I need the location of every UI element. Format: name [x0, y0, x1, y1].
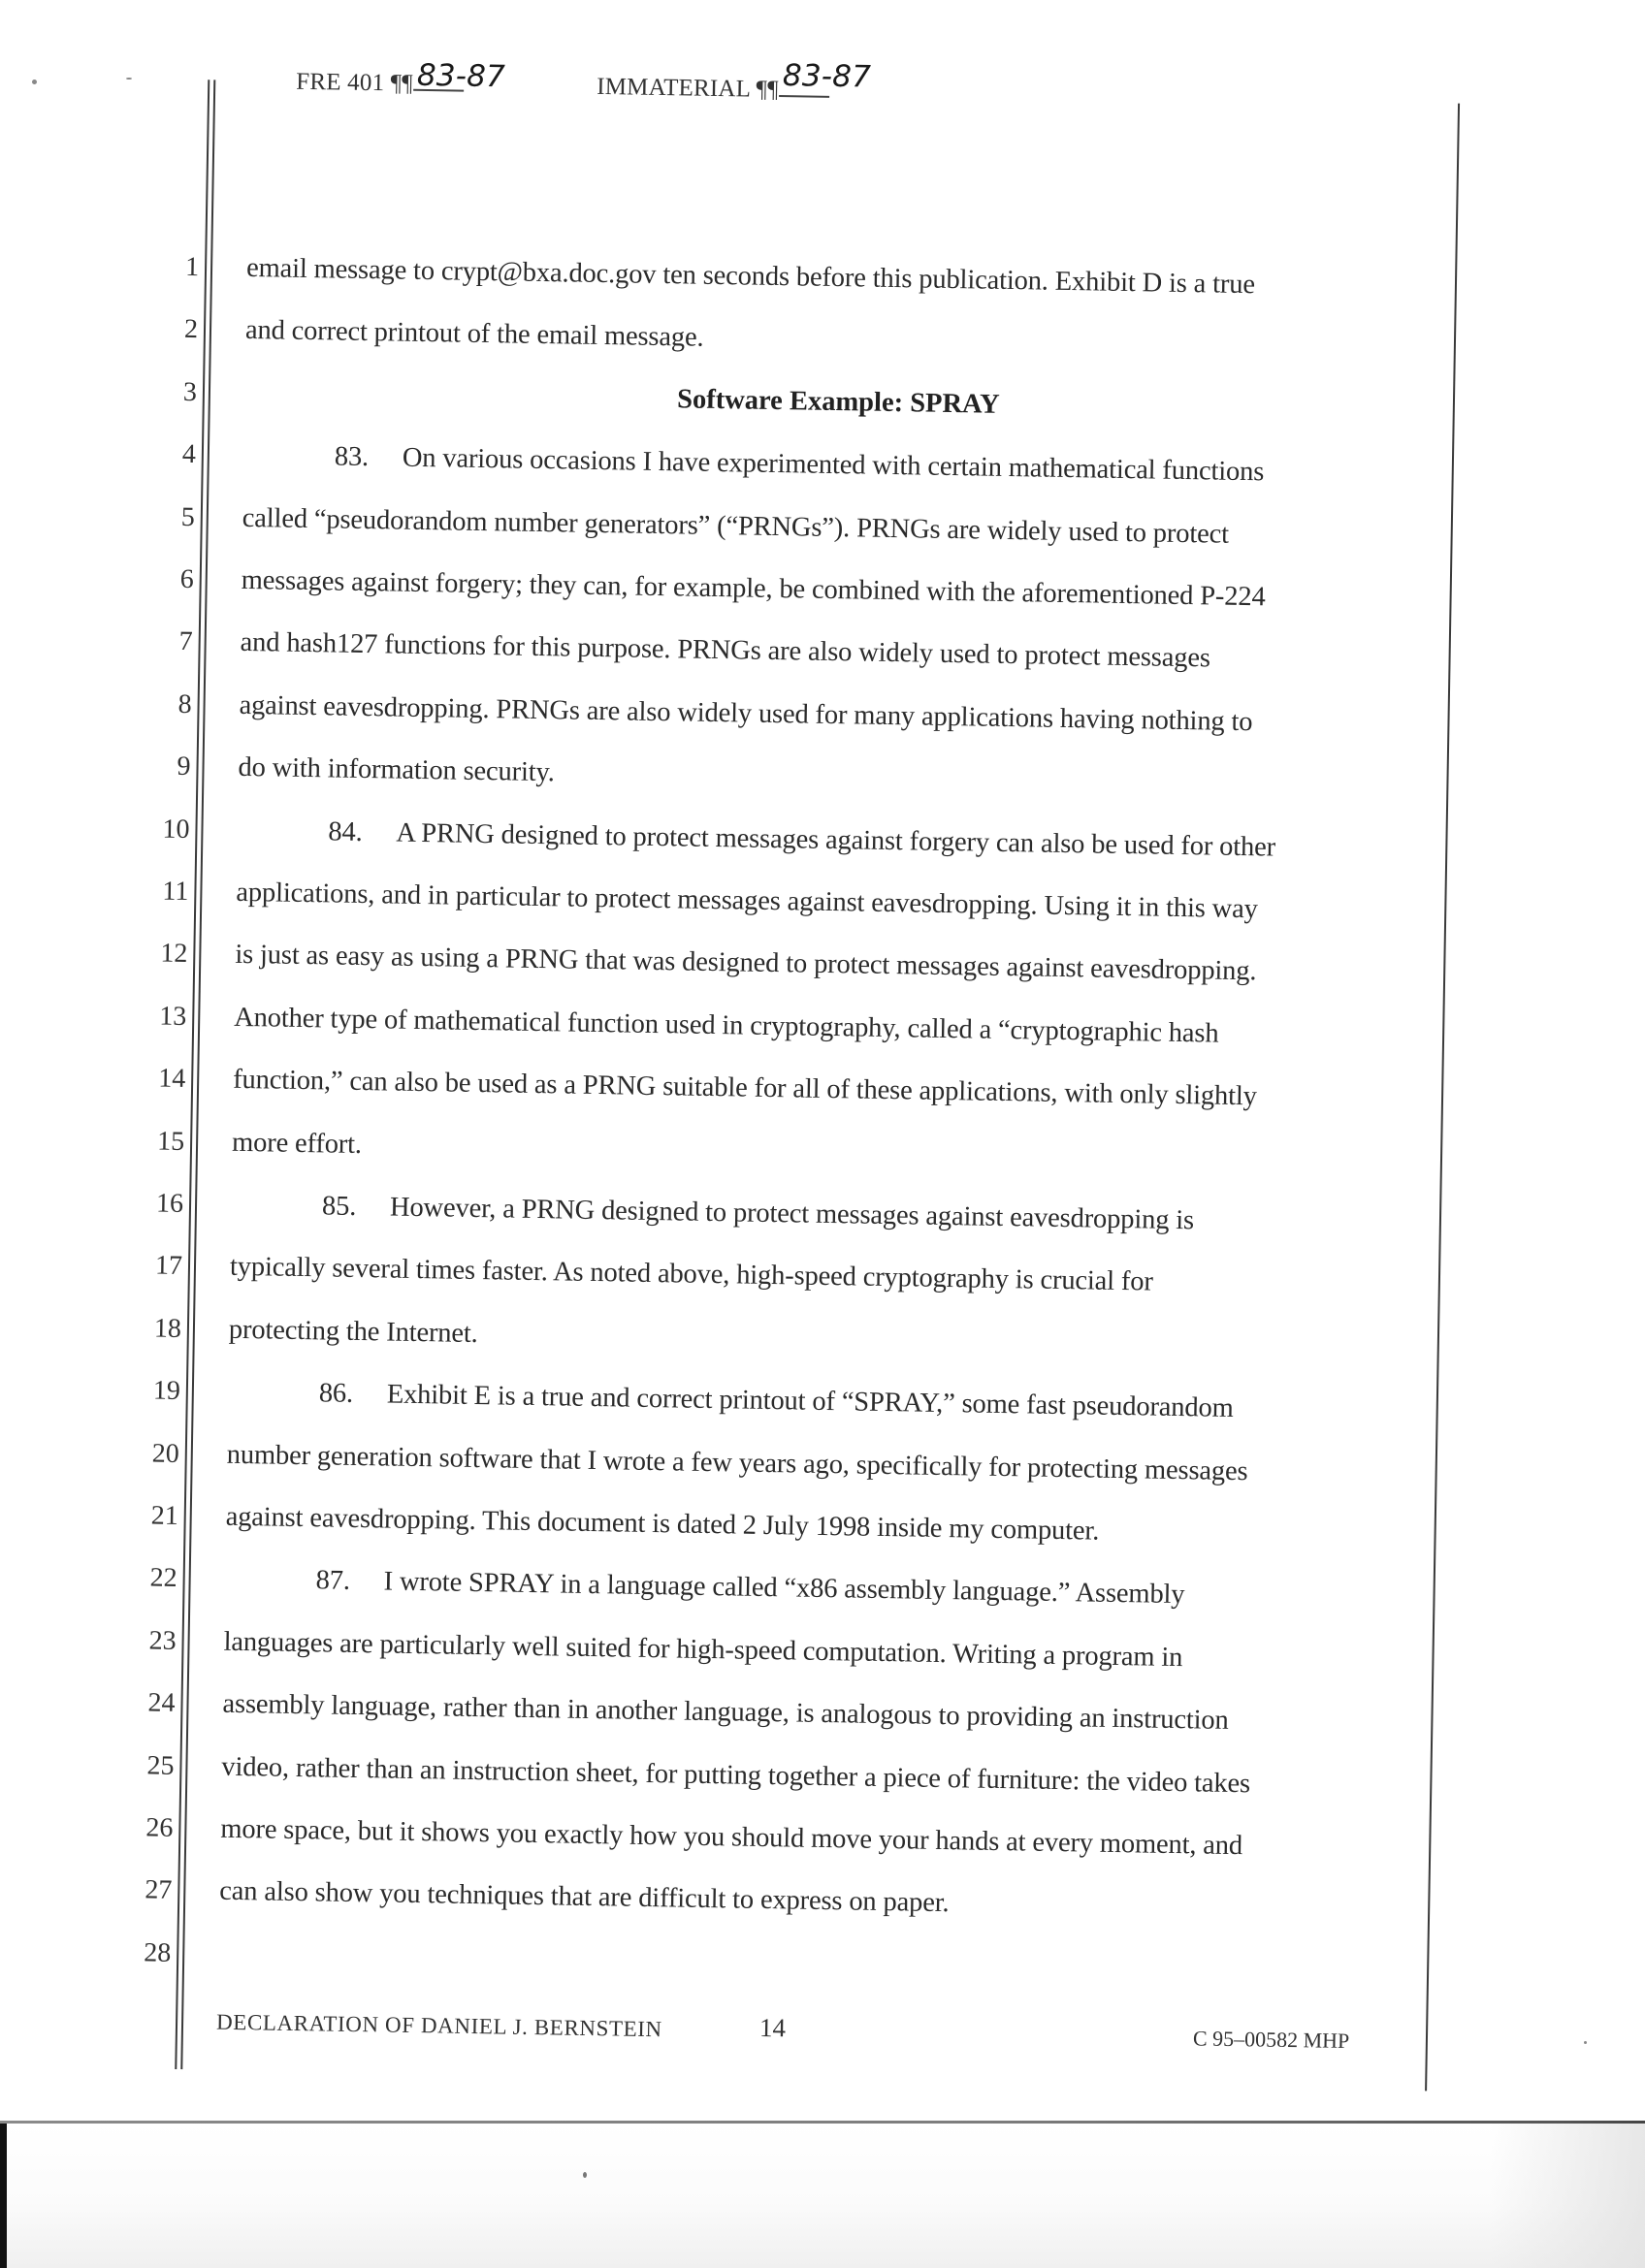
line-number: 16	[155, 1188, 184, 1219]
paragraph-86-first-line	[319, 1380, 1234, 1422]
line-number: 12	[160, 938, 188, 970]
line-number: 14	[157, 1063, 186, 1094]
handwritten-blank	[413, 57, 506, 95]
body-line: However, a PRNG designed to protect messages against eavesdropping is	[389, 1192, 1195, 1236]
line-number: 22	[149, 1562, 177, 1593]
body-line: Exhibit E is a true and correct printout of “SPRAY,” some fast pseudorandom	[386, 1379, 1234, 1423]
footer-case-number: C 95–00582 MHP	[1192, 2026, 1350, 2054]
body-line: email message to crypt@bxa.doc.gov ten seconds before this publication. Exhibit D is a true	[245, 252, 1256, 301]
body-line: number generation software that I wrote a few years ago, specifically for protecting messages	[226, 1439, 1248, 1487]
objection-immaterial	[597, 58, 872, 105]
line-number: 17	[154, 1250, 183, 1281]
paragraph-number: 83.	[334, 441, 370, 473]
body-line: is just as easy as using a PRNG that was designed to protect messages against eavesdropping.	[235, 939, 1257, 987]
line-number: 13	[159, 1001, 187, 1033]
body-line: do with information security.	[238, 751, 556, 788]
section-heading: Software Example: SPRAY	[676, 384, 1000, 420]
line-number: 24	[147, 1687, 176, 1718]
line-number: 9	[177, 751, 191, 783]
footer-document-title: DECLARATION OF DANIEL J. BERNSTEIN	[215, 2009, 662, 2042]
footer-page-number: 14	[758, 2012, 787, 2043]
body-line: Another type of mathematical function used in cryptography, called a “cryptographic hash	[234, 1002, 1219, 1049]
line-number: 11	[162, 876, 189, 908]
line-number: 2	[183, 313, 199, 345]
body-line: typically several times faster. As noted above, high-speed cryptography is crucial for	[229, 1251, 1153, 1297]
line-number: 4	[181, 438, 197, 470]
body-line: against eavesdropping. This document is dated 2 July 1998 inside my computer.	[225, 1501, 1100, 1547]
body-line: applications, and in particular to protect messages against eavesdropping. Using it in this way	[236, 877, 1258, 925]
paragraph-number: 85.	[321, 1191, 357, 1222]
body-line: video, rather than an instruction sheet, for putting together a piece of furniture: the video takes	[221, 1751, 1251, 1800]
line-number: 21	[150, 1500, 178, 1531]
objection-fre401-label: FRE 401 ¶¶	[296, 68, 413, 97]
line-number: 20	[151, 1438, 180, 1469]
body-line: more effort.	[231, 1127, 363, 1161]
line-number: 5	[180, 501, 196, 533]
handwritten-paragraph-range: 83-87	[416, 57, 506, 95]
line-number: 25	[146, 1750, 175, 1781]
scan-speck	[126, 78, 132, 80]
handwritten-blank	[779, 58, 872, 98]
paragraph-number: 86.	[318, 1378, 354, 1409]
body-line: can also show you techniques that are difficult to express on paper.	[219, 1875, 950, 1919]
scanner-bed-shadow	[0, 2124, 1645, 2268]
line-number: 1	[184, 251, 200, 283]
line-number: 7	[178, 625, 193, 657]
body-line: more space, but it shows you exactly how you should move your hands at every moment, and	[220, 1813, 1243, 1862]
objection-fre401	[296, 57, 506, 99]
line-number: 27	[145, 1874, 173, 1905]
paragraph-number: 84.	[328, 816, 363, 847]
body-line: protecting the Internet.	[228, 1314, 478, 1350]
line-number: 26	[145, 1812, 174, 1843]
body-line: languages are particularly well suited for high-speed computation. Writing a program in	[223, 1626, 1183, 1674]
body-line: and correct printout of the email message.	[244, 314, 704, 353]
line-number: 19	[152, 1375, 181, 1406]
body-line: and hash127 functions for this purpose. PRNGs are also widely used to protect messages	[240, 626, 1211, 674]
body-line: called “pseudorandom number generators” (“PRNGs”). PRNGs are widely used to protect	[242, 502, 1230, 550]
line-number: 23	[148, 1625, 177, 1656]
page-edge-line	[0, 2121, 1645, 2124]
line-number: 3	[182, 376, 198, 408]
paragraph-number: 87.	[315, 1565, 351, 1596]
scan-speck	[583, 2172, 587, 2178]
paragraph-87-first-line	[315, 1567, 1184, 1609]
line-number: 8	[177, 688, 192, 720]
body-line: assembly language, rather than in another language, is analogous to providing an instruction	[222, 1688, 1229, 1736]
scanner-edge-strip	[0, 2124, 7, 2268]
line-number: 18	[153, 1313, 182, 1344]
objection-immaterial-label: IMMATERIAL ¶¶	[597, 73, 779, 103]
body-line: A PRNG designed to protect messages against forgery can also be used for other	[396, 817, 1276, 863]
line-number: 28	[144, 1937, 172, 1968]
line-number: 15	[156, 1126, 185, 1157]
handwritten-paragraph-range: 83-87	[782, 58, 872, 95]
body-line: On various occasions I have experimented with certain mathematical functions	[402, 442, 1265, 488]
scanner-bed-shadow-right	[1490, 2124, 1645, 2268]
body-line: function,” can also be used as a PRNG suitable for all of these applications, with only slightly	[232, 1064, 1258, 1112]
scan-speck	[32, 80, 37, 84]
body-line: I wrote SPRAY in a language called “x86 assembly language.” Assembly	[383, 1566, 1185, 1611]
body-line: messages against forgery; they can, for example, be combined with the aforementioned P-224	[241, 564, 1266, 613]
line-number: 10	[162, 814, 190, 846]
paragraph-85-first-line	[322, 1193, 1194, 1234]
body-line: against eavesdropping. PRNGs are also widely used for many applications having nothing to	[239, 689, 1253, 738]
scan-speck	[1584, 2041, 1587, 2044]
paragraph-83-first-line	[335, 443, 1265, 486]
line-number: 6	[179, 563, 195, 595]
paragraph-84-first-line	[328, 818, 1275, 862]
